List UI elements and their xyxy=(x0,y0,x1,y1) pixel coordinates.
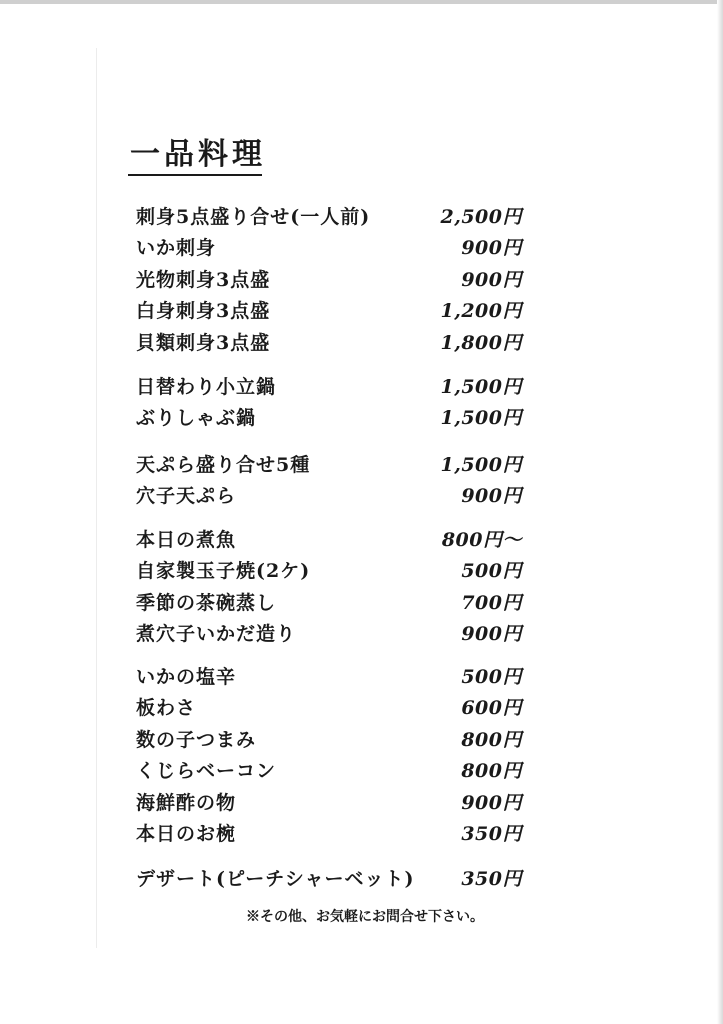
menu-title: 一品料理 xyxy=(130,137,266,172)
menu-item-name: 天ぷら盛り合せ5種 xyxy=(136,453,311,476)
menu-item xyxy=(136,232,522,262)
menu-item-price: 350円 xyxy=(461,867,522,890)
menu-item-price: 1,200円 xyxy=(440,300,522,322)
menu-item-price: 900円 xyxy=(461,623,522,645)
menu-item-price: 800円 xyxy=(461,728,522,751)
menu-item-price: 1,500円 xyxy=(440,453,522,476)
menu-item-price: 500円 xyxy=(461,560,522,582)
menu-item xyxy=(136,480,522,510)
menu-item xyxy=(136,755,522,785)
menu-item-name: いか刺身 xyxy=(136,237,217,259)
menu-item xyxy=(136,448,522,478)
menu-item-name: 板わさ xyxy=(136,697,197,719)
menu-item xyxy=(136,263,522,293)
menu-item xyxy=(136,370,522,400)
menu-item-price: 800円 xyxy=(461,760,522,782)
menu-item-name: 数の子つまみ xyxy=(136,728,257,751)
menu-item xyxy=(136,618,522,648)
menu-item-name: 刺身5点盛り合せ(一人前) xyxy=(136,205,371,228)
menu-item xyxy=(136,692,522,722)
footer-note: ※その他、お気軽にお問合せ下さい。 xyxy=(246,909,484,925)
menu-item-name: デザート(ピーチシャーベット) xyxy=(136,867,415,890)
menu-item xyxy=(136,818,522,848)
menu-item-price: 900円 xyxy=(461,268,522,291)
menu-item-price: 600円 xyxy=(461,697,522,719)
menu-item xyxy=(136,660,522,690)
title-underline xyxy=(128,174,262,176)
menu-item-price: 1,500円 xyxy=(440,407,522,429)
menu-item xyxy=(136,786,522,816)
menu-item xyxy=(136,295,522,325)
menu-item-name: 海鮮酢の物 xyxy=(136,791,237,814)
menu-item-name: 日替わり小立鍋 xyxy=(136,375,277,398)
menu-item-name: 自家製玉子焼(2ケ) xyxy=(136,560,311,582)
menu-item xyxy=(136,200,522,230)
menu-item-name: いかの塩辛 xyxy=(136,665,237,688)
menu-item-name: 貝類刺身3点盛 xyxy=(136,331,271,354)
menu-item xyxy=(136,586,522,616)
menu-item-price: 500円 xyxy=(461,665,522,688)
menu-item-name: 白身刺身3点盛 xyxy=(136,300,271,322)
scan-edge-right xyxy=(717,0,723,1024)
menu-item-price: 350円 xyxy=(461,823,522,845)
menu-item-name: 穴子天ぷら xyxy=(136,485,237,507)
menu-item-price: 1,500円 xyxy=(440,375,522,398)
menu-item-price: 800円～ xyxy=(441,528,522,551)
menu-item-price: 900円 xyxy=(461,485,522,507)
menu-item xyxy=(136,555,522,585)
scan-edge-top xyxy=(0,0,723,4)
menu-item-price: 2,500円 xyxy=(440,205,522,228)
menu-item-price: 700円 xyxy=(461,591,522,614)
menu-item xyxy=(136,862,522,892)
menu-item-name: 本日のお椀 xyxy=(136,823,237,845)
paper-fold-line xyxy=(96,48,97,948)
menu-item-price: 1,800円 xyxy=(440,331,522,354)
menu-item xyxy=(136,723,522,753)
menu-item xyxy=(136,402,522,432)
menu-item-price: 900円 xyxy=(461,791,522,814)
menu-item-price: 900円 xyxy=(461,237,522,259)
menu-item-name: 季節の茶碗蒸し xyxy=(136,591,277,614)
menu-item-name: 本日の煮魚 xyxy=(136,528,237,551)
menu-item xyxy=(136,523,522,553)
menu-item-name: ぶりしゃぶ鍋 xyxy=(136,407,257,429)
menu-item xyxy=(136,326,522,356)
menu-item-name: くじらベーコン xyxy=(136,760,277,782)
menu-item-name: 煮穴子いかだ造り xyxy=(136,623,297,645)
menu-item-name: 光物刺身3点盛 xyxy=(136,268,271,291)
